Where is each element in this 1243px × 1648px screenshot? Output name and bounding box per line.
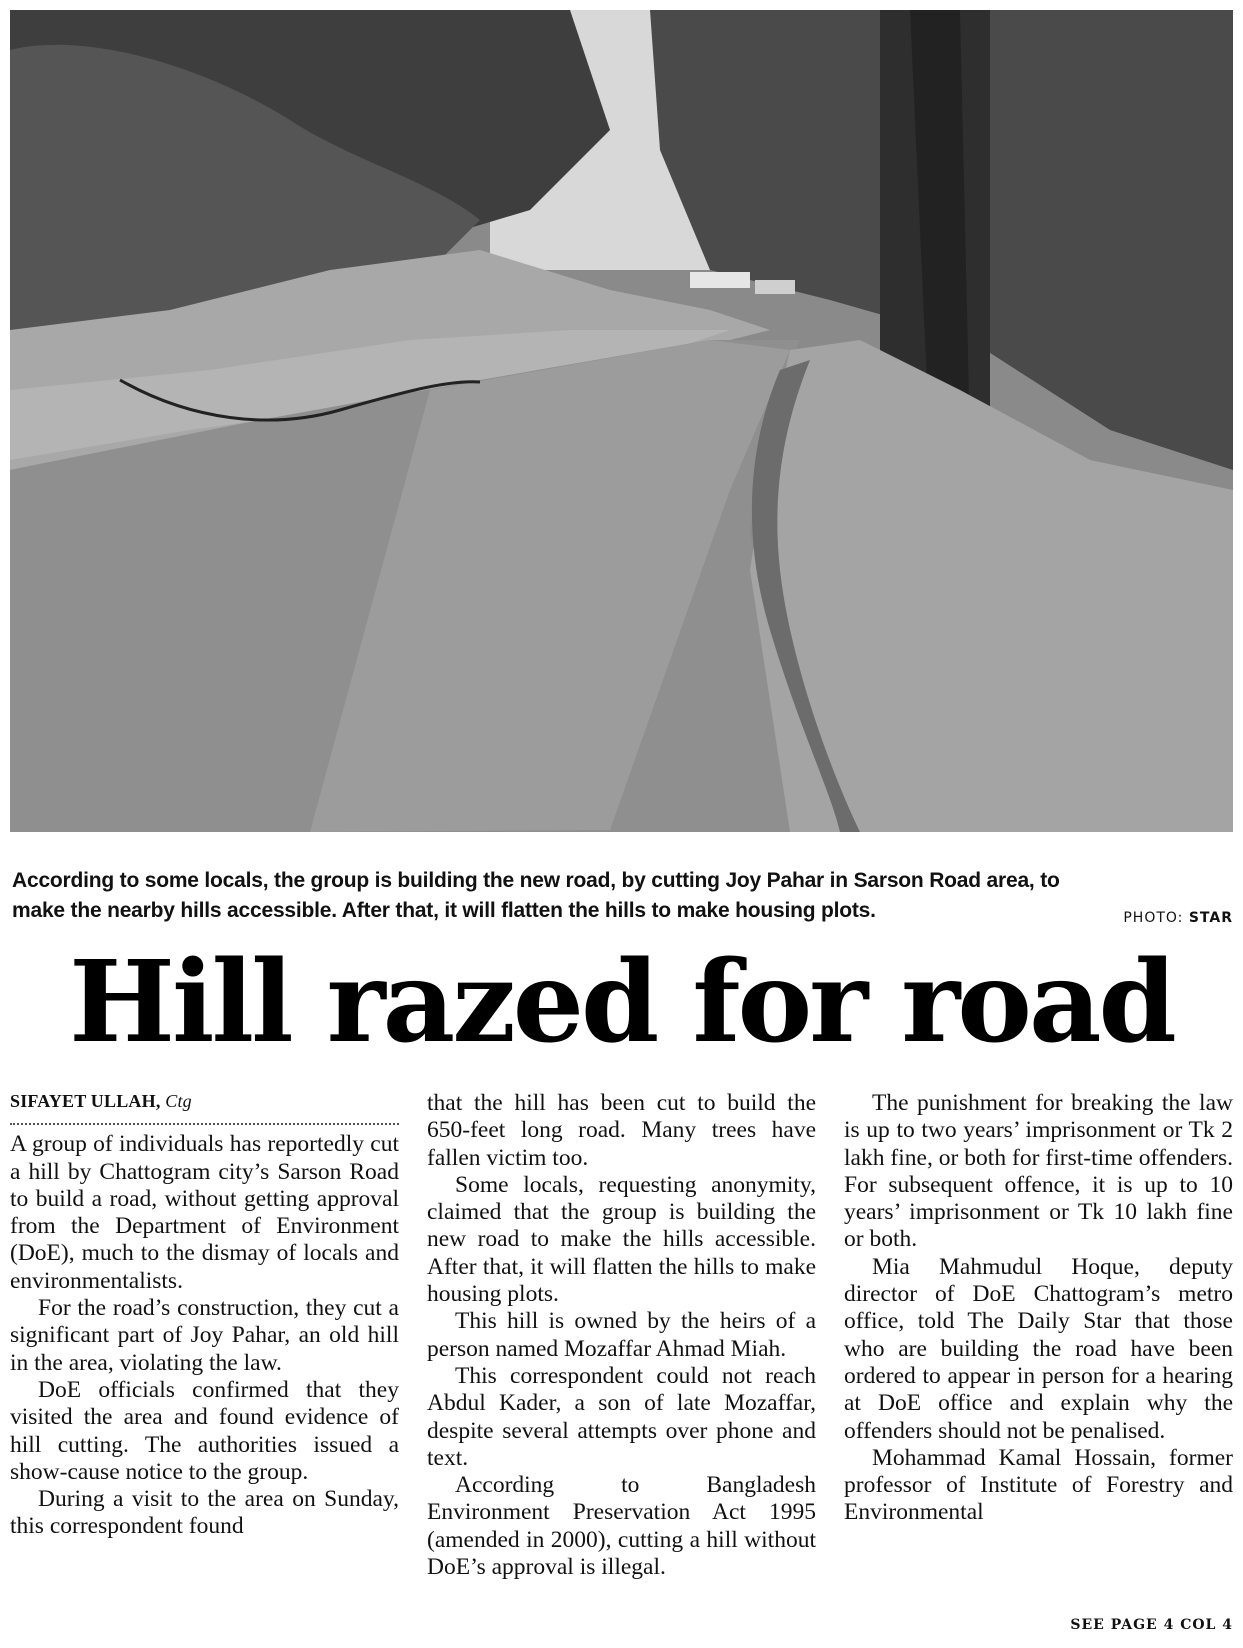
paragraph: This hill is owned by the heirs of a person named Mozaffar Ahmad Miah. [427,1308,816,1362]
paragraph: A group of individuals has reportedly cut a hill by Chattogram city’s Sarson Road to build a road, without getting approval from the Department of Environment (DoE), much to the dismay of locals and environmentalists. [10,1131,399,1294]
byline-place: Ctg [165,1091,192,1111]
photo-caption [12,866,1217,926]
photo-illustration [10,10,1233,832]
jump-line: SEE PAGE 4 COL 4 [1070,1617,1233,1633]
article-column-3 [844,1090,1233,1620]
caption-line: make the nearby hills accessible. After that, it will flatten the hills to make housing plots. [12,899,876,922]
paragraph: that the hill has been cut to build the 650-feet long road. Many trees have fallen victim too. [427,1090,816,1171]
byline-name: SIFAYET ULLAH, [10,1091,161,1111]
paragraph: During a visit to the area on Sunday, this correspondent found [10,1486,399,1540]
paragraph: This correspondent could not reach Abdul Kader, a son of late Mozaffar, despite several attempts over phone and text. [427,1362,816,1471]
article-body [10,1090,1233,1620]
photo-credit-label: PHOTO: [1123,910,1184,926]
byline [10,1088,399,1125]
article-column-1 [10,1090,399,1620]
paragraph: DoE officials confirmed that they visited the area and found evidence of hill cutting. The authorities issued a show-cause notice to the group. [10,1376,399,1485]
photo-credit [1123,910,1233,926]
paragraph: According to Bangladesh Environment Preservation Act 1995 (amended in 2000), cutting a hill without DoE’s approval is illegal. [427,1472,816,1581]
article-column-2 [427,1090,816,1620]
headline: Hill razed for road [69,937,1174,1068]
paragraph: Some locals, requesting anonymity, claimed that the group is building the new road to make the hills accessible. After that, it will flatten the hills to make housing plots. [427,1171,816,1308]
paragraph: Mohammad Kamal Hossain, former professor of Institute of Forestry and Environmental [844,1444,1233,1526]
paragraph: For the road’s construction, they cut a significant part of Joy Pahar, an old hill in the area, violating the law. [10,1295,399,1376]
photo-credit-source: STAR [1188,910,1233,926]
paragraph: The punishment for breaking the law is up to two years’ imprisonment or Tk 2 lakh fine, or both for first-time offenders. For subsequent offence, it is up to 10 years’ imprisonment or Tk 10 lakh fine or both. [844,1090,1233,1253]
caption-line: According to some locals, the group is building the new road, by cutting Joy Pahar in Sarson Road area, to [12,869,1060,892]
paragraph: Mia Mahmudul Hoque, deputy director of DoE Chattogram’s metro office, told The Daily Star that those who are building the road have been ordered to appear in person for a hearing at DoE office and explain why the offenders should not be penalised. [844,1253,1233,1444]
hill-road-photo [10,10,1233,832]
